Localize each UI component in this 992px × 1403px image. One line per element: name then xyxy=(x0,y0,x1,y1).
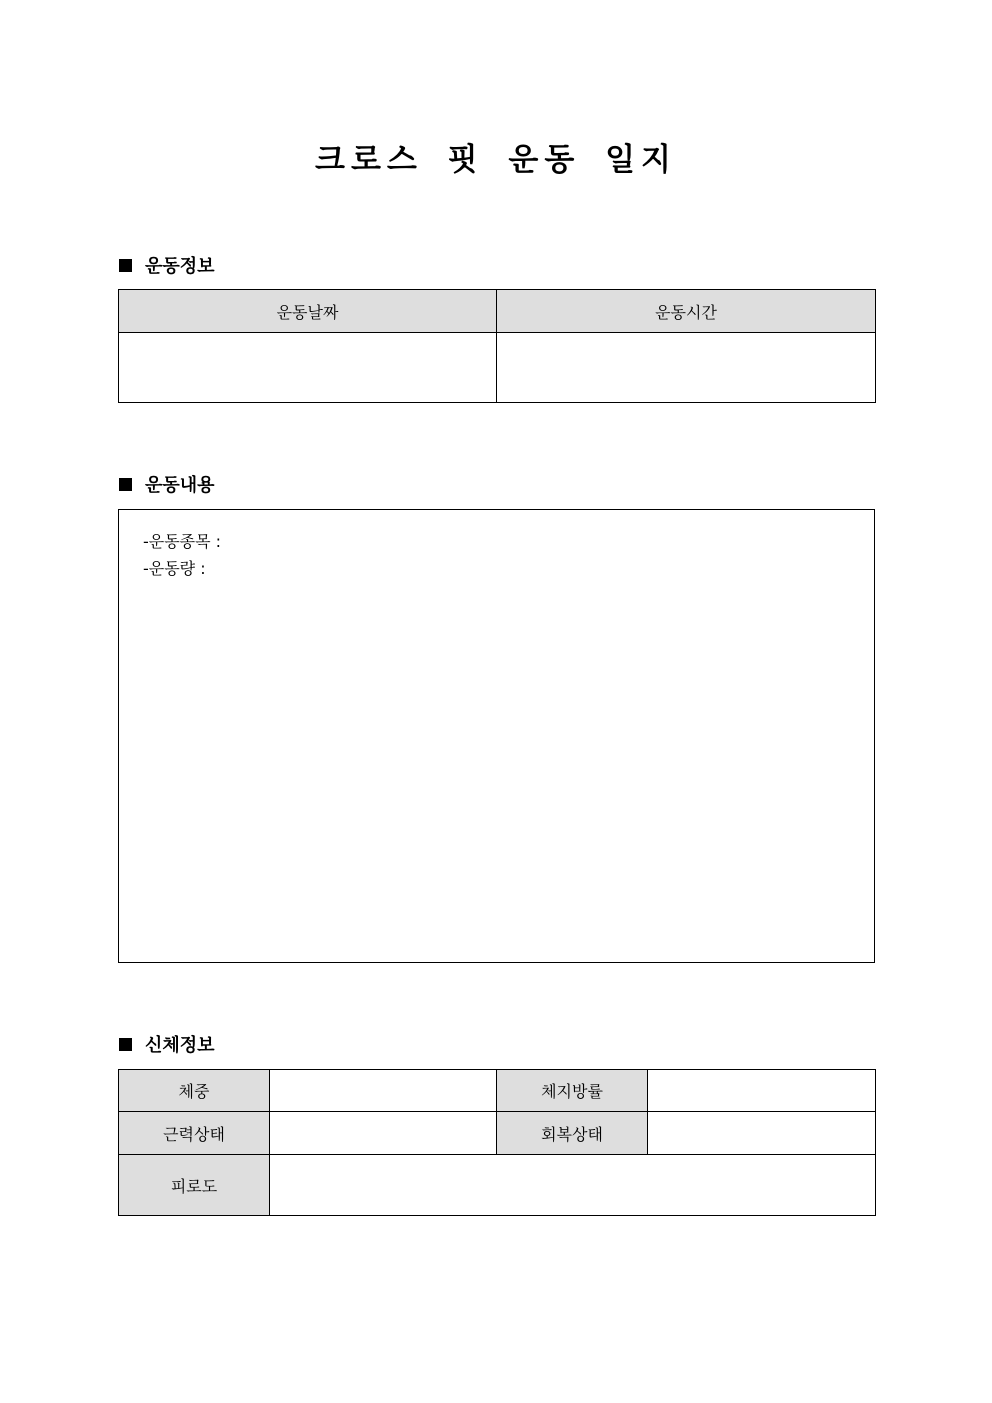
fatigue-field[interactable] xyxy=(270,1155,876,1216)
bullet-square-icon xyxy=(119,1038,132,1051)
section-heading-exercise-info xyxy=(119,253,215,277)
section-heading-body-info xyxy=(119,1032,215,1056)
document-title: 크로스 핏 운동 일지 xyxy=(315,142,677,178)
label-recovery-condition: 회복상태 xyxy=(497,1112,648,1155)
body-info-table xyxy=(118,1069,876,1216)
bullet-square-icon xyxy=(119,259,132,272)
exercise-time-field[interactable] xyxy=(497,333,876,403)
muscle-condition-field[interactable] xyxy=(270,1112,497,1155)
recovery-condition-field[interactable] xyxy=(648,1112,876,1155)
exercise-content-box[interactable] xyxy=(118,509,875,963)
exercise-info-table xyxy=(118,289,876,403)
section-title: 신체정보 xyxy=(145,1035,215,1056)
header-exercise-date: 운동날짜 xyxy=(119,290,497,333)
exercise-amount-line: -운동량 : xyxy=(143,559,206,578)
section-title: 운동내용 xyxy=(145,475,215,496)
exercise-date-field[interactable] xyxy=(119,333,497,403)
body-fat-field[interactable] xyxy=(648,1070,876,1112)
exercise-type-line: -운동종목 : xyxy=(143,532,222,551)
section-title: 운동정보 xyxy=(145,256,215,277)
section-heading-exercise-content xyxy=(119,472,215,496)
header-exercise-time: 운동시간 xyxy=(497,290,876,333)
weight-field[interactable] xyxy=(270,1070,497,1112)
bullet-square-icon xyxy=(119,478,132,491)
label-fatigue: 피로도 xyxy=(119,1155,270,1216)
label-muscle-condition: 근력상태 xyxy=(119,1112,270,1155)
label-body-fat: 체지방률 xyxy=(497,1070,648,1112)
label-weight: 체중 xyxy=(119,1070,270,1112)
